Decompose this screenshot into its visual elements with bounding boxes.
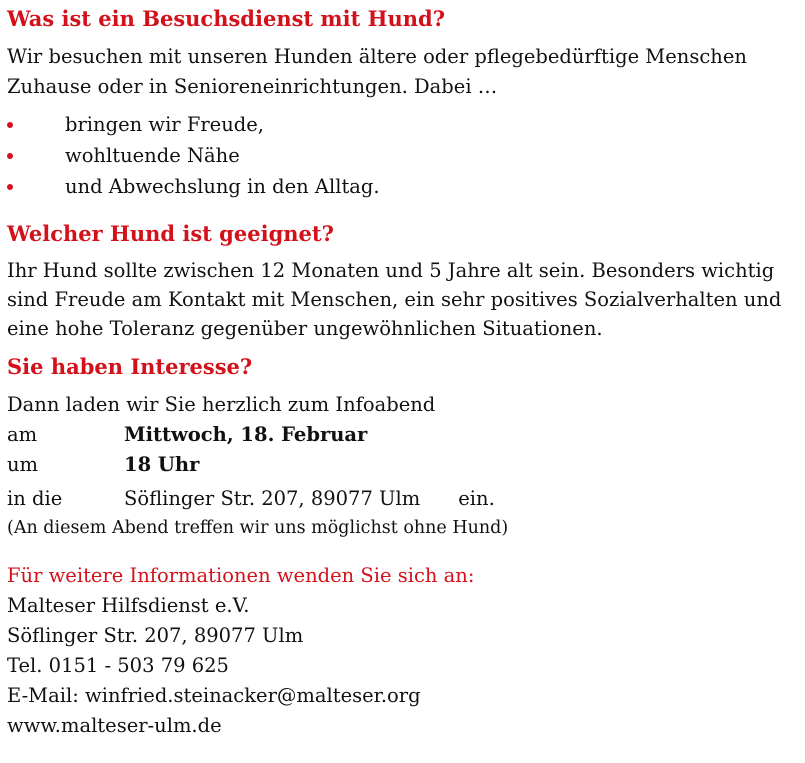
text-line: Ihr Hund sollte zwischen 12 Monaten und 5 Jahre alt sein. Besonders wichtig <box>7 259 775 282</box>
event-time: 18 Uhr <box>124 453 200 476</box>
text-line: Wir besuchen mit unseren Hunden ältere oder pflegebedürftige Menschen <box>7 45 747 68</box>
row-label: um <box>7 453 39 476</box>
section-geeignet <box>7 220 801 248</box>
bullet-text: und Abwechslung in den Alltag. <box>65 175 380 198</box>
text-line: Zuhause oder in Senioreneinrichtungen. Dabei … <box>7 75 498 98</box>
heading-interesse: Sie haben Interesse? <box>7 354 253 379</box>
contact-phone: Tel. 0151 - 503 79 625 <box>7 654 229 677</box>
bullet-item <box>7 171 801 202</box>
bullet-dot-icon <box>7 153 13 159</box>
invitation-intro: Dann laden wir Sie herzlich zum Infoabend <box>7 393 436 416</box>
invitation-block <box>7 390 801 542</box>
paragraph-geeignet <box>7 256 801 343</box>
bullet-dot-icon <box>7 184 13 190</box>
bullet-item <box>7 109 801 140</box>
section-besuchsdienst <box>7 5 801 33</box>
text-line: sind Freude am Kontakt mit Menschen, ein sehr positives Sozialverhalten und <box>7 288 782 311</box>
section-interesse <box>7 353 801 381</box>
bullet-text: wohltuende Nähe <box>65 144 240 167</box>
bullet-dot-icon <box>7 122 13 128</box>
bullet-item <box>7 140 801 171</box>
contact-website: www.malteser-ulm.de <box>7 714 222 737</box>
contact-heading: Für weitere Informationen wenden Sie sich an: <box>7 564 475 587</box>
row-label: am <box>7 423 38 446</box>
contact-email: E-Mail: winfried.steinacker@malteser.org <box>7 684 421 707</box>
event-row-time <box>7 450 801 480</box>
event-location: Söflinger Str. 207, 89077 Ulm <box>124 487 421 510</box>
contact-address: Söflinger Str. 207, 89077 Ulm <box>7 624 304 647</box>
event-date: Mittwoch, 18. Februar <box>124 423 368 446</box>
row-label: in die <box>7 487 63 510</box>
bullet-text: bringen wir Freude, <box>65 113 264 136</box>
event-row-date <box>7 420 801 450</box>
text-line: eine hohe Toleranz gegenüber ungewöhnlichen Situationen. <box>7 317 603 340</box>
bullet-list <box>7 109 801 202</box>
heading-besuchsdienst: Was ist ein Besuchsdienst mit Hund? <box>7 6 446 31</box>
event-row-location <box>7 484 801 514</box>
row-tail: ein. <box>458 487 495 510</box>
paragraph-besuchsdienst <box>7 43 801 101</box>
heading-geeignet: Welcher Hund ist geeignet? <box>7 221 334 246</box>
contact-org: Malteser Hilfsdienst e.V. <box>7 594 250 617</box>
contact-block <box>7 561 801 741</box>
event-note: (An diesem Abend treffen wir uns möglichst ohne Hund) <box>7 518 509 538</box>
